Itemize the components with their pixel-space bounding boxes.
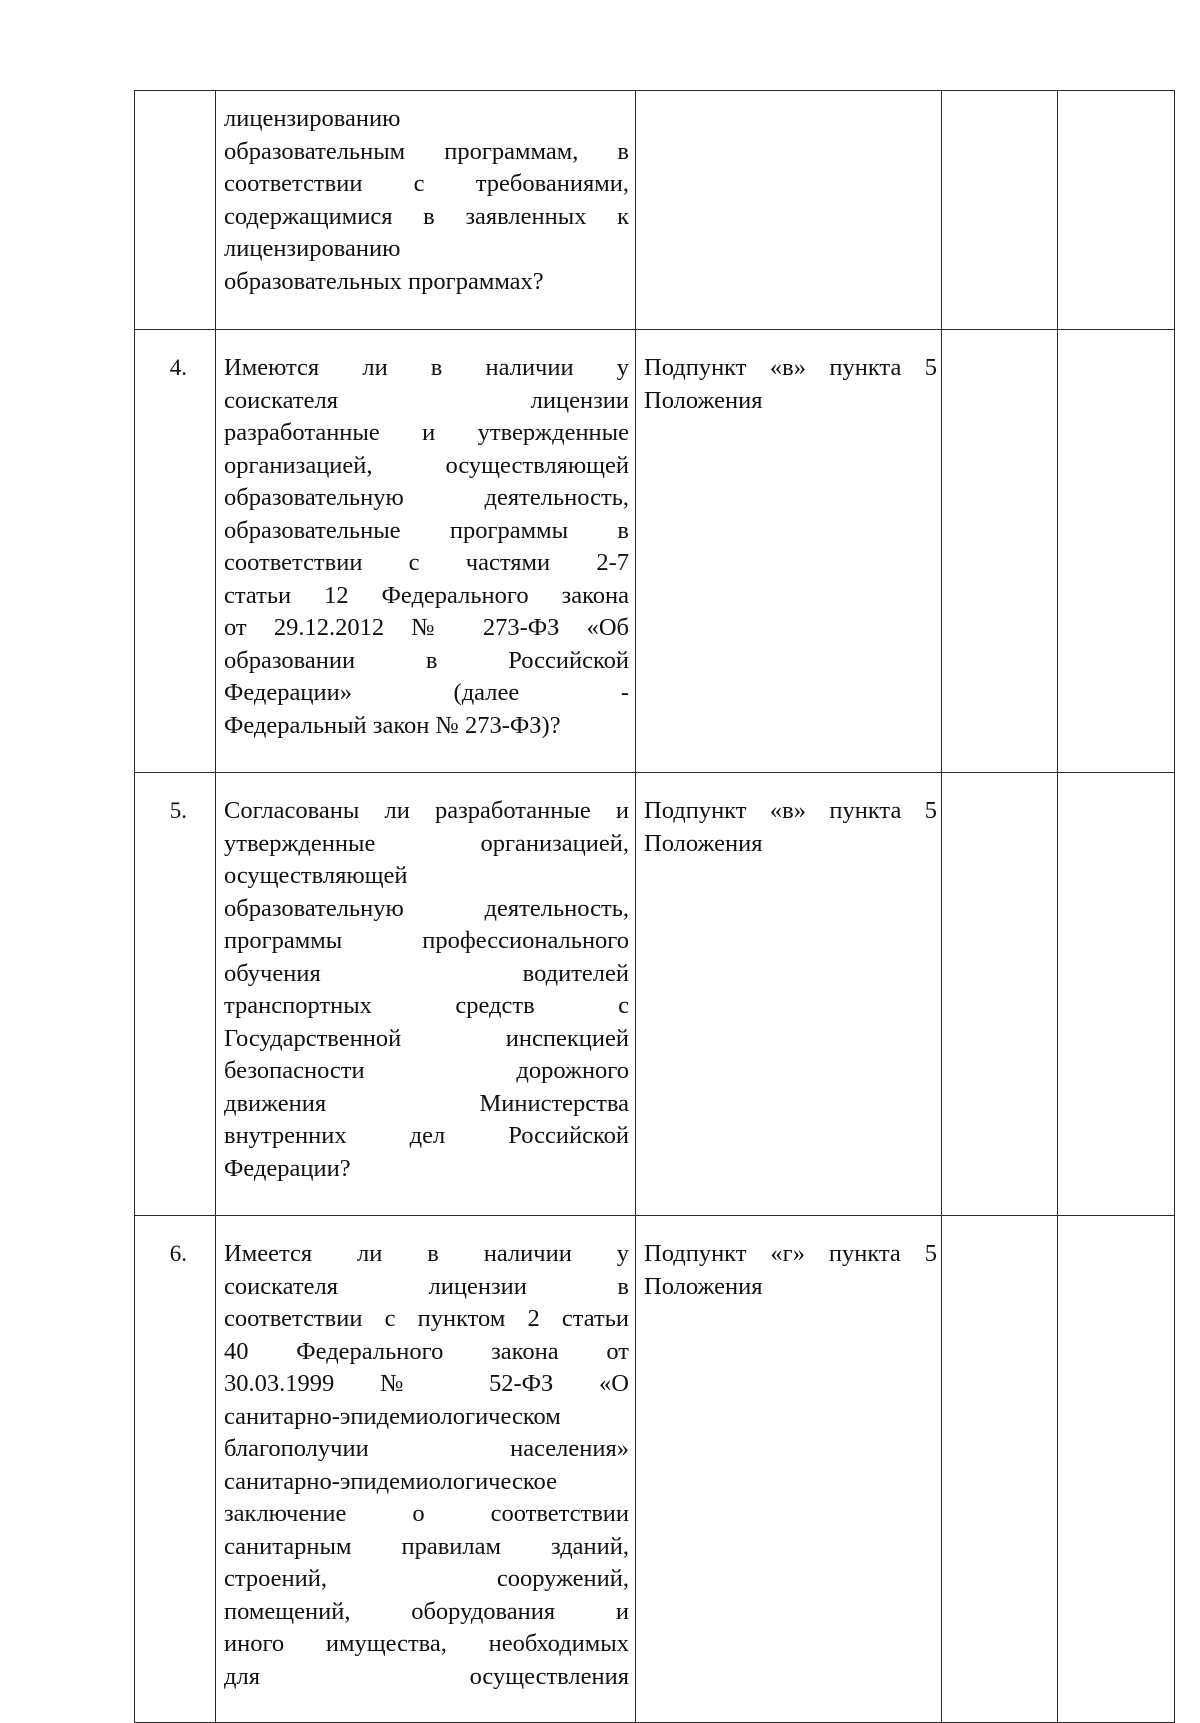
question-line: программы профессионального	[224, 927, 629, 954]
table-row	[135, 91, 1175, 330]
empty-cell-1	[942, 773, 1058, 1216]
question-line: иного имущества, необходимых	[224, 1630, 629, 1657]
question-line: от 29.12.2012 № 273-ФЗ «Об	[224, 614, 629, 641]
question-line: заключение о соответствии	[224, 1500, 629, 1527]
reference-cell	[636, 330, 942, 773]
table-row	[135, 773, 1175, 1216]
question-line: для осуществления	[224, 1662, 629, 1690]
question-line: соответствии с требованиями,	[224, 170, 629, 197]
question-line: образовательную деятельность,	[224, 894, 629, 922]
reference-cell	[636, 773, 942, 1216]
question-line: лицензированию	[224, 235, 401, 262]
empty-cell-2	[1058, 1216, 1175, 1723]
question-cell	[216, 1216, 636, 1723]
question-line: обучения водителей	[224, 959, 629, 987]
question-line: образовательным программам, в	[224, 137, 629, 165]
question-line: содержащимися в заявленных к	[224, 202, 629, 230]
question-cell	[216, 773, 636, 1216]
question-line: организацией, осуществляющей	[224, 451, 629, 479]
row-number: 4.	[135, 330, 216, 773]
checklist-body	[135, 91, 1175, 1723]
question-cell	[216, 330, 636, 773]
question-line: 40 Федерального закона от	[224, 1337, 629, 1365]
question-line: образовательных программах?	[224, 267, 544, 295]
question-line: 30.03.1999 № 52-ФЗ «О	[224, 1370, 629, 1397]
question-line: благополучии населения»	[224, 1435, 629, 1462]
reference-line: Положения	[644, 1272, 763, 1300]
question-line: соответствии с пунктом 2 статьи	[224, 1305, 629, 1332]
question-line: движения Министерства	[224, 1089, 629, 1117]
question-line: разработанные и утвержденные	[224, 419, 629, 446]
row-number	[135, 91, 216, 330]
question-line: образовательную деятельность,	[224, 484, 629, 511]
question-line: соискателя лицензии в	[224, 1272, 629, 1300]
question-line: образовательные программы в	[224, 516, 629, 544]
row-number: 6.	[135, 1216, 216, 1723]
question-line: транспортных средств с	[224, 992, 629, 1019]
question-line: образовании в Российской	[224, 646, 629, 674]
empty-cell-2	[1058, 91, 1175, 330]
question-cell	[216, 91, 636, 330]
question-line: помещений, оборудования и	[224, 1597, 629, 1625]
question-line: утвержденные организацией,	[224, 829, 629, 857]
question-line: Федерации» (далее -	[224, 679, 629, 706]
reference-cell	[636, 1216, 942, 1723]
question-line: санитарным правилам зданий,	[224, 1532, 629, 1560]
empty-cell-2	[1058, 330, 1175, 773]
reference-cell	[636, 91, 942, 330]
reference-line: Подпункт «г» пункта 5	[644, 1240, 937, 1267]
question-line: Согласованы ли разработанные и	[224, 797, 629, 824]
empty-cell-1	[942, 1216, 1058, 1723]
question-line: Государственной инспекцией	[224, 1024, 629, 1052]
question-line: внутренних дел Российской	[224, 1122, 629, 1149]
question-line: лицензированию	[224, 105, 401, 132]
question-line: Имеются ли в наличии у	[224, 354, 629, 381]
question-line: Имеется ли в наличии у	[224, 1240, 629, 1267]
reference-line: Положения	[644, 386, 763, 414]
table-row	[135, 1216, 1175, 1723]
empty-cell-1	[942, 330, 1058, 773]
question-line: Федеральный закон № 273-ФЗ)?	[224, 711, 561, 739]
question-line: безопасности дорожного	[224, 1057, 629, 1084]
reference-line: Подпункт «в» пункта 5	[644, 354, 937, 381]
empty-cell-2	[1058, 773, 1175, 1216]
question-line: строений, сооружений,	[224, 1565, 629, 1592]
empty-cell-1	[942, 91, 1058, 330]
question-line: соответствии с частями 2-7	[224, 549, 629, 576]
reference-line: Положения	[644, 829, 763, 857]
checklist-table	[134, 90, 1175, 1723]
question-line: статьи 12 Федерального закона	[224, 581, 629, 609]
question-line: санитарно-эпидемиологическом	[224, 1402, 561, 1430]
question-line: Федерации?	[224, 1154, 351, 1182]
row-number: 5.	[135, 773, 216, 1216]
table-row	[135, 330, 1175, 773]
question-line: санитарно-эпидемиологическое	[224, 1467, 557, 1495]
question-line: соискателя лицензии	[224, 386, 629, 414]
reference-line: Подпункт «в» пункта 5	[644, 797, 937, 824]
question-line: осуществляющей	[224, 862, 408, 889]
